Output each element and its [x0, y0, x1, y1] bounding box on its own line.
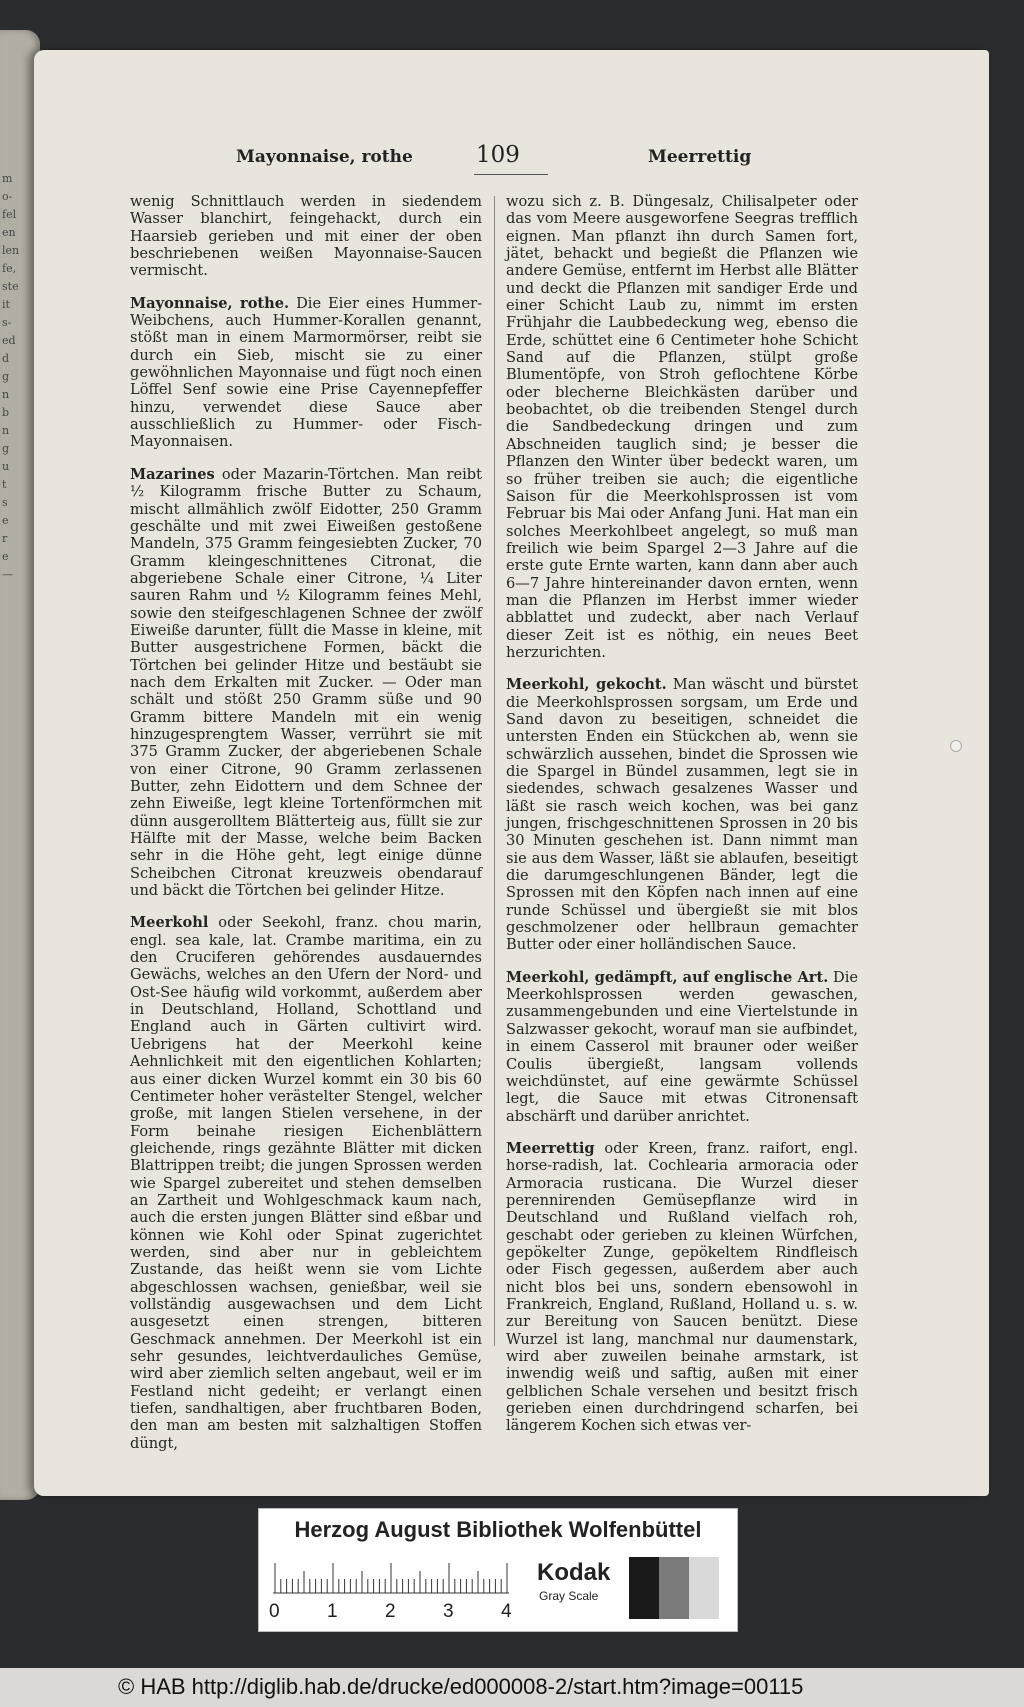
- entry-text: oder Seekohl, franz. chou marin, engl. sea kale, lat. Crambe maritima, ein zu den Cruciferen gehörendes ausdauerndes Gewächs, welches an den Ufern der Nord- und Ost-See häufig wild vorkommt, außerdem aber in Deutschland, Holland, Schottland und England auch in Gärten cultivirt wird. Uebrigens hat der Meerkohl keine Aehnlichkeit mit den eigentlichen Kohlarten; aus einer dicken Wurzel kommt ein 30 bis 60 Centimeter hoher verästelter Stengel, welcher große, mit langen Stielen versehene, in der Form beinahe riesigen Eichenblättern gleichende, rings gezähnte Blätter mit dicken Blattrippen treibt; die jungen Sprossen werden wie Spargel zubereitet und stehen demselben an Zartheit und Wohlgeschmack kaum nach, auch die ersten jungen Blätter sind eßbar und können wie Kohl oder Spinat zugerichtet werden, sind aber nur in gebleichtem Zustande, das heißt wenn sie vom Lichte abgeschlossen wachsen, genießbar, weil sie vollständig ausgewachsen und dem Licht ausgesetzt einen strengen, bitteren Geschmack annehmen. Der Meerkohl ist ein sehr gesundes, leichtverdauliches Gemüse, wird aber ziemlich selten angebaut, weil er im Festland nicht gedeiht; er verlangt einen tiefen, sandhaltigen, aber fruchtbaren Boden, den man am besten mit salzhaltigen Stoffen düngt,: [130, 914, 482, 1452]
- previous-page-fragment: u: [2, 460, 10, 473]
- previous-page-fragment: —: [2, 568, 13, 581]
- institution-name: Herzog August Bibliothek Wolfenbüttel: [294, 1517, 702, 1542]
- previous-page-fragment: r: [2, 532, 8, 545]
- ruler-scale: [273, 1559, 509, 1595]
- entry-paragraph: [506, 193, 858, 661]
- entry-headword: Mayonnaise, rothe.: [130, 294, 290, 312]
- entry-headword: Meerkohl, gekocht.: [506, 676, 667, 694]
- entry-paragraph: [130, 914, 482, 1452]
- previous-page-fragment: fe,: [2, 262, 17, 275]
- entry-headword: Meerkohl: [130, 914, 209, 932]
- previous-page-fragment: g: [2, 442, 10, 455]
- ruler-label: 4: [501, 1601, 512, 1622]
- previous-page-fragment: it: [2, 298, 10, 311]
- gray-scale-label: Gray Scale: [539, 1589, 599, 1603]
- previous-page-fragment: o-: [2, 190, 13, 203]
- previous-page-fragment: n: [2, 388, 10, 401]
- entry-paragraph: [130, 193, 482, 280]
- previous-page-fragment: e: [2, 514, 9, 527]
- ruler-label: 0: [269, 1601, 280, 1622]
- color-calibration-card: [258, 1508, 738, 1632]
- page-number-rule: [474, 174, 548, 175]
- previous-page-fragment: n: [2, 424, 10, 437]
- previous-page-fragment: s: [2, 496, 8, 509]
- previous-page-fragment: en: [2, 226, 16, 239]
- running-head-right: Meerrettig: [648, 147, 752, 167]
- entry-headword: Meerkohl, gedämpft, auf englische Art.: [506, 968, 829, 986]
- previous-page-fragment: b: [2, 406, 10, 419]
- gray-swatches: [629, 1557, 719, 1619]
- entry-text: wozu sich z. B. Düngesalz, Chilisalpeter oder das vom Meere ausgeworfene Seegras trefflich eignen. Man pflanzt ihn durch Samen fort, jätet, behackt und begießt die Pflanzen wie andere Gemüse, entfernt im Herbst alle Blätter und deckt die Pflanzen mit sandiger Erde und einer Schicht Laub zu, nimmt im ersten Frühjahr die Laubbedeckung weg, ebenso die Erde, schüttet eine 6 Centimeter hohe Schicht Sand auf die Pflanzen, stülpt große Blumentöpfe, von Stroh geflochtene Körbe oder blecherne Bleichkästen darüber und beobachtet, ob die treibenden Stengel durch die Sandbedeckung dringen und zum Abschneiden tauglich sind; je besser die Pflanzen den Winter über bedeckt waren, um so früher treiben sie auch; die eigentliche Saison für die Meerkohlsprossen ist vom Februar bis Mai oder Anfang Juni. Hat man ein solches Meerkohlbeet angelegt, so muß man freilich wie beim Spargel 2—3 Jahre auf die erste gute Ernte warten, kann dann aber auch 6—7 Jahre hintereinander davon ernten, wenn man die Pflanzen im Herbst immer wieder abblattet und zudeckt, aber nach Verlauf dieser Zeit ist es nöthig, ein neues Beet herzurichten.: [506, 193, 858, 661]
- entry-paragraph: [506, 676, 858, 954]
- footer-bar: [0, 1668, 1024, 1707]
- right-column: [506, 193, 858, 1450]
- page-hole: [950, 740, 962, 752]
- previous-page-fragment: ste: [2, 280, 19, 293]
- left-column: [130, 193, 482, 1467]
- running-head-left: Mayonnaise, rothe: [236, 147, 413, 167]
- ruler-label: 1: [327, 1601, 338, 1622]
- footer-credit: © HAB http://diglib.hab.de/drucke/ed000008-2/start.htm?image=00115: [118, 1674, 804, 1699]
- entry-text: Man wäscht und bürstet die Meerkohlsprossen sorgsam, um Erde und Sand davon zu beseitigen, schneidet die untersten Enden ein Stückchen ab, wenn sie schwärzlich aussehen, bindet die Sprossen wie die Spargel in Bündel zusammen, legt sie in siedendes, schwach gesalzenes Wasser und läßt sie rasch weich kochen, was bei ganz jungen, frischgeschnittenen Sprossen in 20 bis 30 Minuten geschehen ist. Dann nimmt man sie aus dem Wasser, läßt sie ablaufen, beseitigt die darumgeschlungenen Bänder, legt die Sprossen mit den Köpfen nach innen auf eine runde Schüssel und übergießt sie mit blos geschmolzener oder hellbraun gemachter Butter oder einer holländischen Sauce.: [506, 676, 858, 954]
- gray-swatch: [659, 1557, 689, 1619]
- previous-page-fragment: s-: [2, 316, 12, 329]
- kodak-logo: Kodak: [537, 1559, 611, 1586]
- page-number: 109: [476, 142, 520, 168]
- entry-text: oder Kreen, franz. raifort, engl. horse-radish, lat. Cochlearia armoracia oder Armoracia rusticana. Die Wurzel dieser perennirenden Gemüsepflanze wird in Deutschland und Rußland vielfach roh, geschabt oder gerieben zu kleinen Würfchen, gepökelter Zunge, gepökeltem Rindfleisch oder Fisch gegessen, außerdem aber auch nicht blos bei uns, sondern ebensowohl in Frankreich, England, Rußland, Holland u. s. w. zur Bereitung von Saucen benützt. Diese Wurzel ist lang, manchmal nur daumenstark, wird aber zuweilen beinahe armstark, ist inwendig weiß und saftig, außen mit einer gelblichen Schale versehen und besitzt frisch gerieben einen durchdringend scharfen, bei längerem Kochen sich etwas ver-: [506, 1139, 858, 1435]
- ruler-label: 2: [385, 1601, 396, 1622]
- previous-page-fragment: t: [2, 478, 7, 491]
- entry-headword: Mazarines: [130, 465, 215, 483]
- previous-page-fragments: [2, 170, 20, 584]
- ruler-label: 3: [443, 1601, 454, 1622]
- entry-text: Die Meerkohlsprossen werden gewaschen, zusammengebunden und eine Viertelstunde in Salzwasser gekocht, worauf man sie aufbindet, in einem Casserol mit brauner oder weißer Coulis übergießt, langsam vollends weichdünstet, auf eine gewärmte Schüssel legt, die Sauce mit etwas Citronensaft abschärft und darüber anrichtet.: [506, 968, 858, 1125]
- gray-swatch: [629, 1557, 659, 1619]
- entry-paragraph: [506, 1140, 858, 1435]
- previous-page-fragment: g: [2, 370, 10, 383]
- entry-headword: Meerrettig: [506, 1139, 595, 1157]
- previous-page-fragment: m: [2, 172, 13, 185]
- entry-paragraph: [506, 969, 858, 1125]
- gray-swatch: [689, 1557, 719, 1619]
- entry-text: Die Eier eines Hummer-Weibchens, auch Hummer-Korallen genannt, stößt man in einem Marmormörser, reibt sie durch ein Sieb, mischt sie zu einer gewöhnlichen Mayonnaise und fügt noch einen Löffel Senf sowie eine Prise Cayennepfeffer hinzu, verwendet diese Sauce aber ausschließlich zu Hummer- oder Fisch-Mayonnaisen.: [130, 294, 483, 451]
- entry-paragraph: [130, 295, 482, 451]
- column-divider: [494, 196, 495, 1346]
- entry-text: wenig Schnittlauch werden in siedendem Wasser blanchirt, feingehackt, durch ein Haarsieb gerieben und mit einer der oben beschriebenen weißen Mayonnaise-Saucen vermischt.: [130, 193, 482, 280]
- previous-page-fragment: ed: [2, 334, 16, 347]
- previous-page-fragment: e: [2, 550, 9, 563]
- entry-paragraph: [130, 466, 482, 900]
- previous-page-fragment: fel: [2, 208, 17, 221]
- previous-page-fragment: d: [2, 352, 10, 365]
- previous-page-fragment: len: [2, 244, 20, 257]
- entry-text: oder Mazarin-Törtchen. Man reibt ½ Kilogramm frische Butter zu Schaum, mischt allmählich zwölf Eidotter, 250 Gramm geschälte und mit zwei Eiweißen gestoßene Mandeln, 375 Gramm feingesiebten Zucker, 70 Gramm kleingeschnittenes Citronat, die abgeriebene Schale einer Citrone, ¼ Liter sauren Rahm und ½ Kilogramm feines Mehl, sowie den steifgeschlagenen Schnee der zwölf Eiweiße darunter, füllt die Masse in kleine, mit Butter ausgestrichene Formen, bäckt die Törtchen bei gelinder Hitze und bestäubt sie nach dem Erkalten mit Zucker. — Oder man schält und stößt 250 Gramm süße und 90 Gramm bittere Mandeln mit ein wenig hinzugesprengtem Wasser, verrührt sie mit 375 Gramm Zucker, der abgeriebenen Schale von einer Citrone, 90 Gramm zerlassenen Butter, zehn Eidottern und dem Schnee der zehn Eiweiße, legt kleine Tortenförmchen mit dünn ausgerolltem Blätterteig aus, füllt sie zur Hälfte mit der Masse, welche beim Backen sehr in die Höhe geht, legt einige dünne Scheibchen Citronat kreuzweis obendarauf und bäckt die Törtchen bei gelinder Hitze.: [130, 465, 482, 900]
